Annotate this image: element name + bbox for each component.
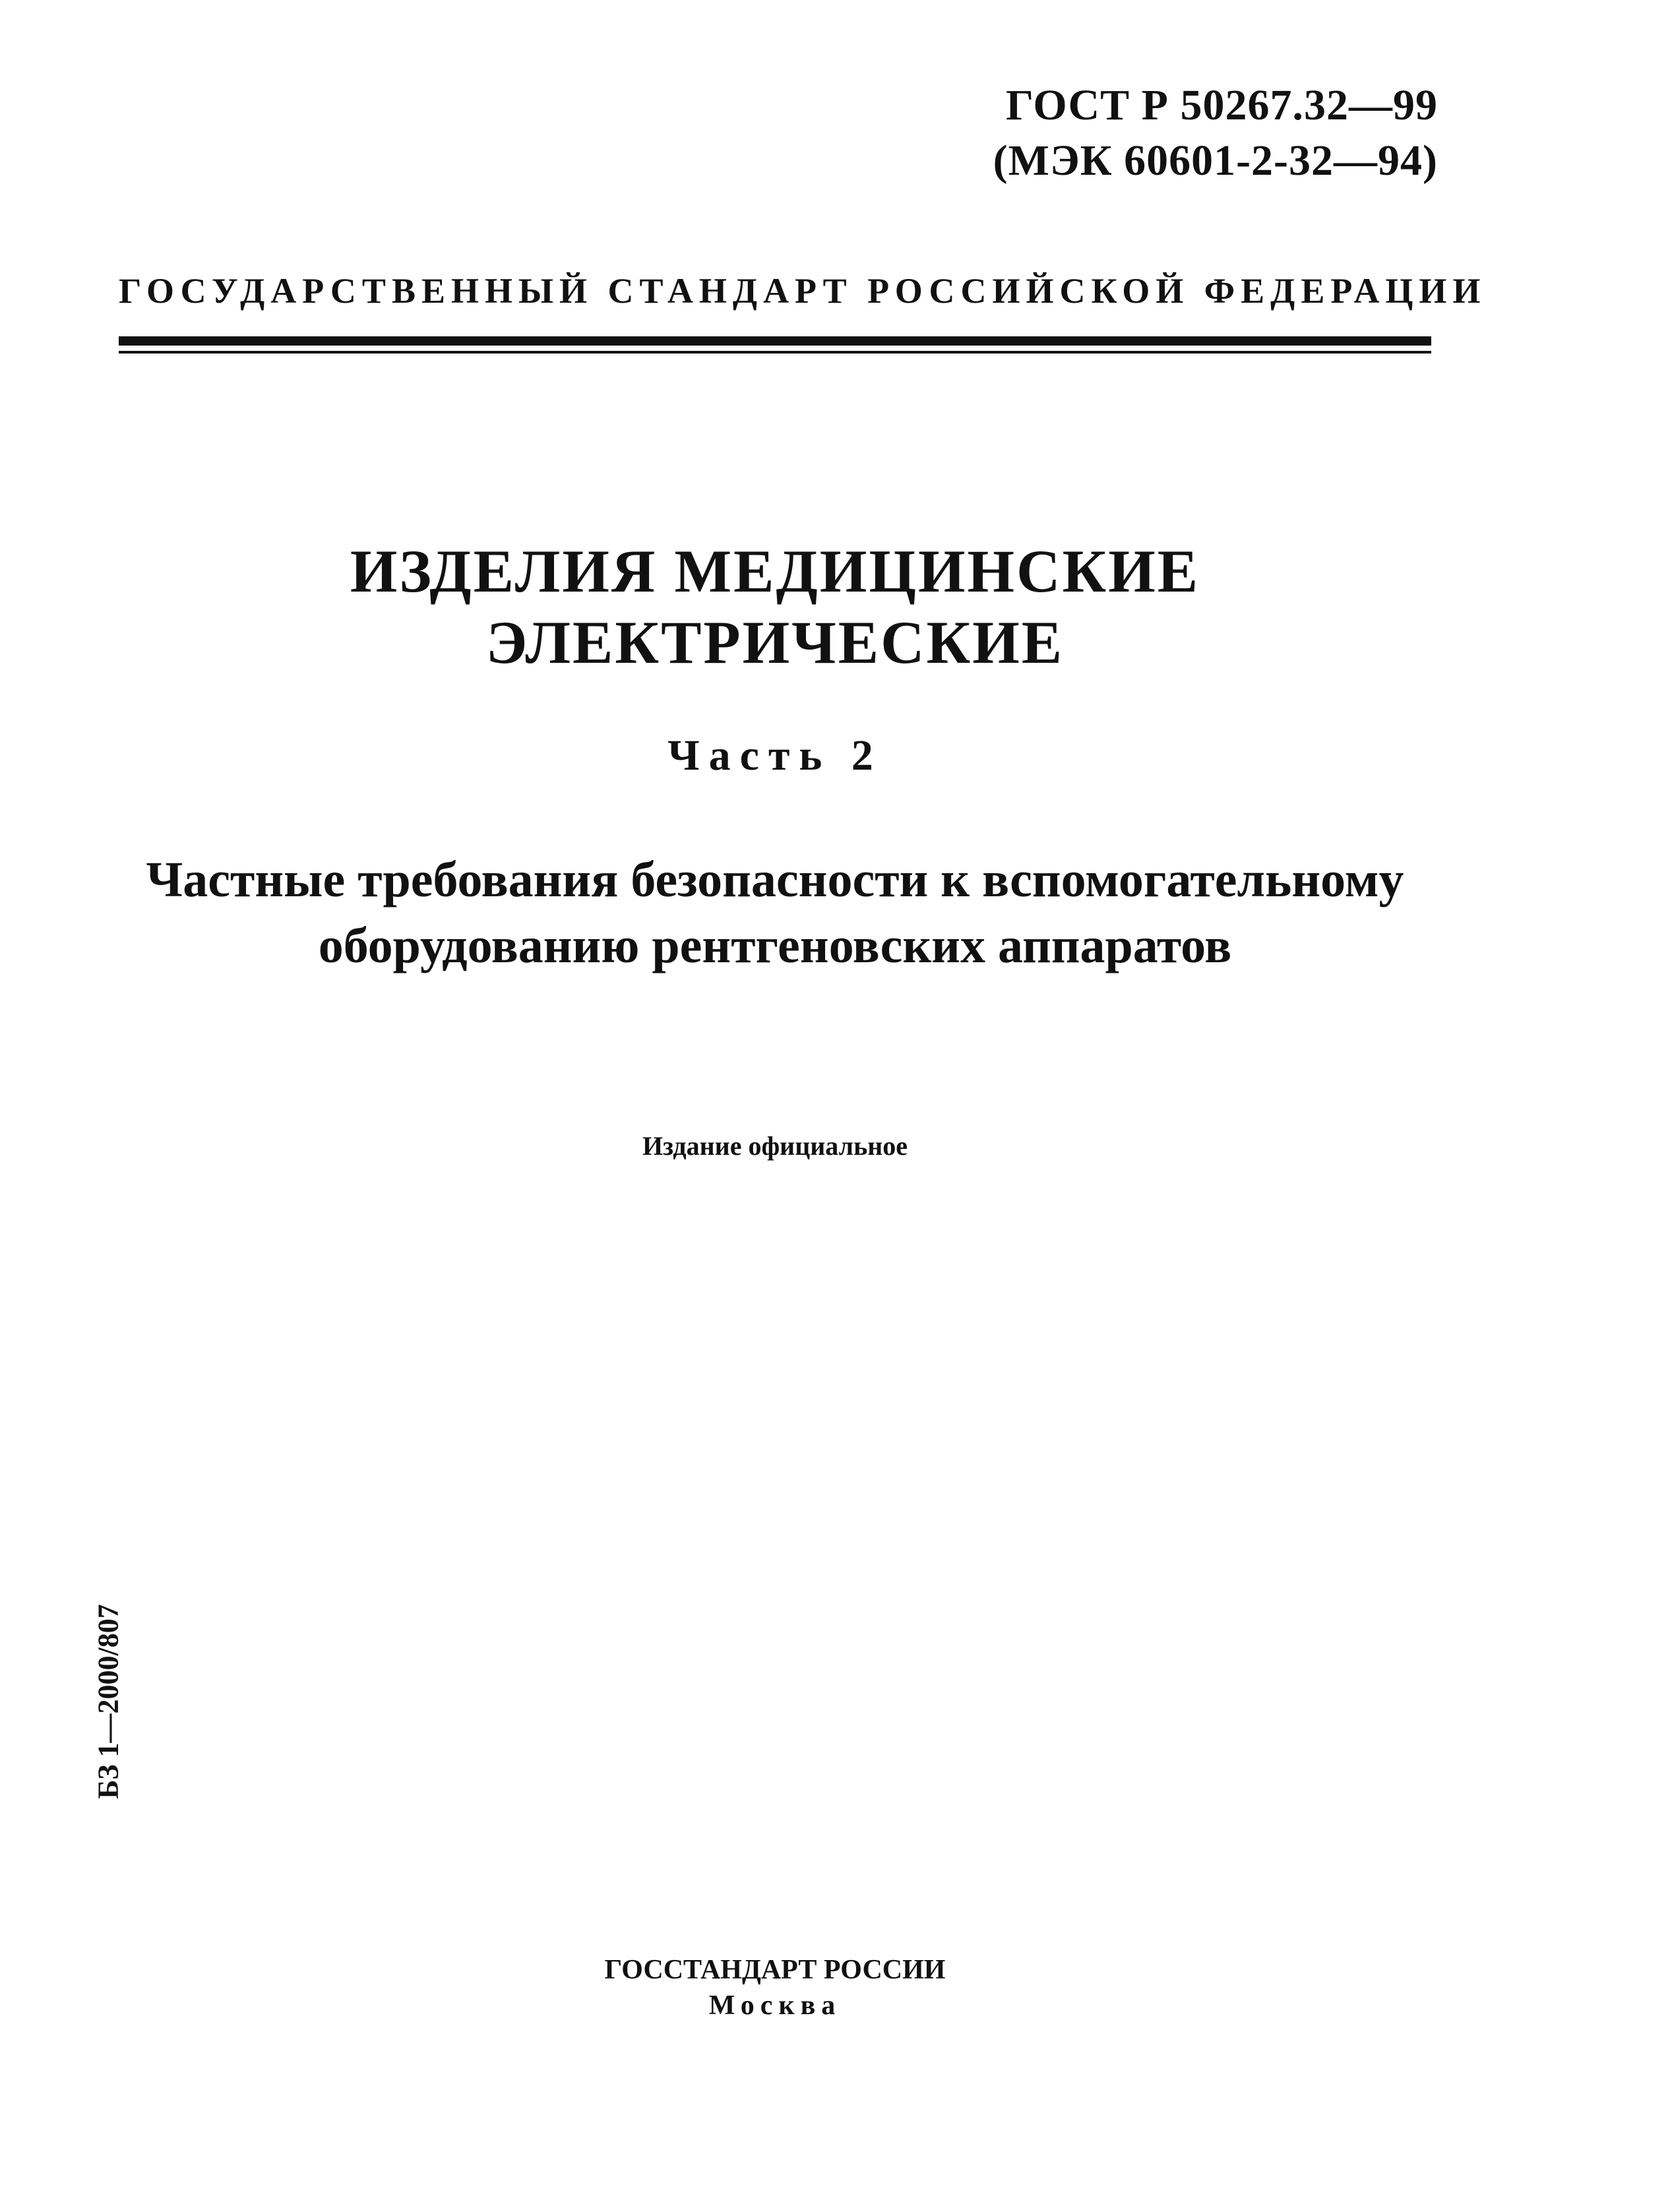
edition-label: Издание официальное xyxy=(642,1131,908,1161)
part-label: Часть 2 xyxy=(667,731,882,780)
document-subtitle xyxy=(99,847,1451,979)
side-code-container xyxy=(88,1537,128,1866)
publisher-city: Москва xyxy=(708,1990,842,2021)
subtitle-line-2: оборудованию рентгеновских аппаратов xyxy=(318,918,1232,973)
side-code: БЗ 1—2000/807 xyxy=(92,1604,125,1799)
header-divider-thick xyxy=(119,336,1431,346)
iec-number: (МЭК 60601-2-32—94) xyxy=(993,137,1438,185)
title-line-2: ЭЛЕКТРИЧЕСКИЕ xyxy=(485,609,1065,676)
header-divider-thin xyxy=(119,351,1431,353)
gost-number: ГОСТ Р 50267.32—99 xyxy=(1006,81,1438,129)
publisher-name: ГОССТАНДАРТ РОССИИ xyxy=(604,1955,946,1985)
publisher-block xyxy=(119,1952,1431,2023)
standard-designation xyxy=(993,78,1438,189)
document-title xyxy=(119,536,1431,678)
title-line-1: ИЗДЕЛИЯ МЕДИЦИНСКИЕ xyxy=(350,538,1200,605)
standard-type-heading: ГОСУДАРСТВЕННЫЙ СТАНДАРТ РОССИЙСКОЙ ФЕДЕРАЦИИ xyxy=(119,271,1487,311)
subtitle-line-1: Частные требования безопасности к вспомогательному xyxy=(146,852,1404,907)
